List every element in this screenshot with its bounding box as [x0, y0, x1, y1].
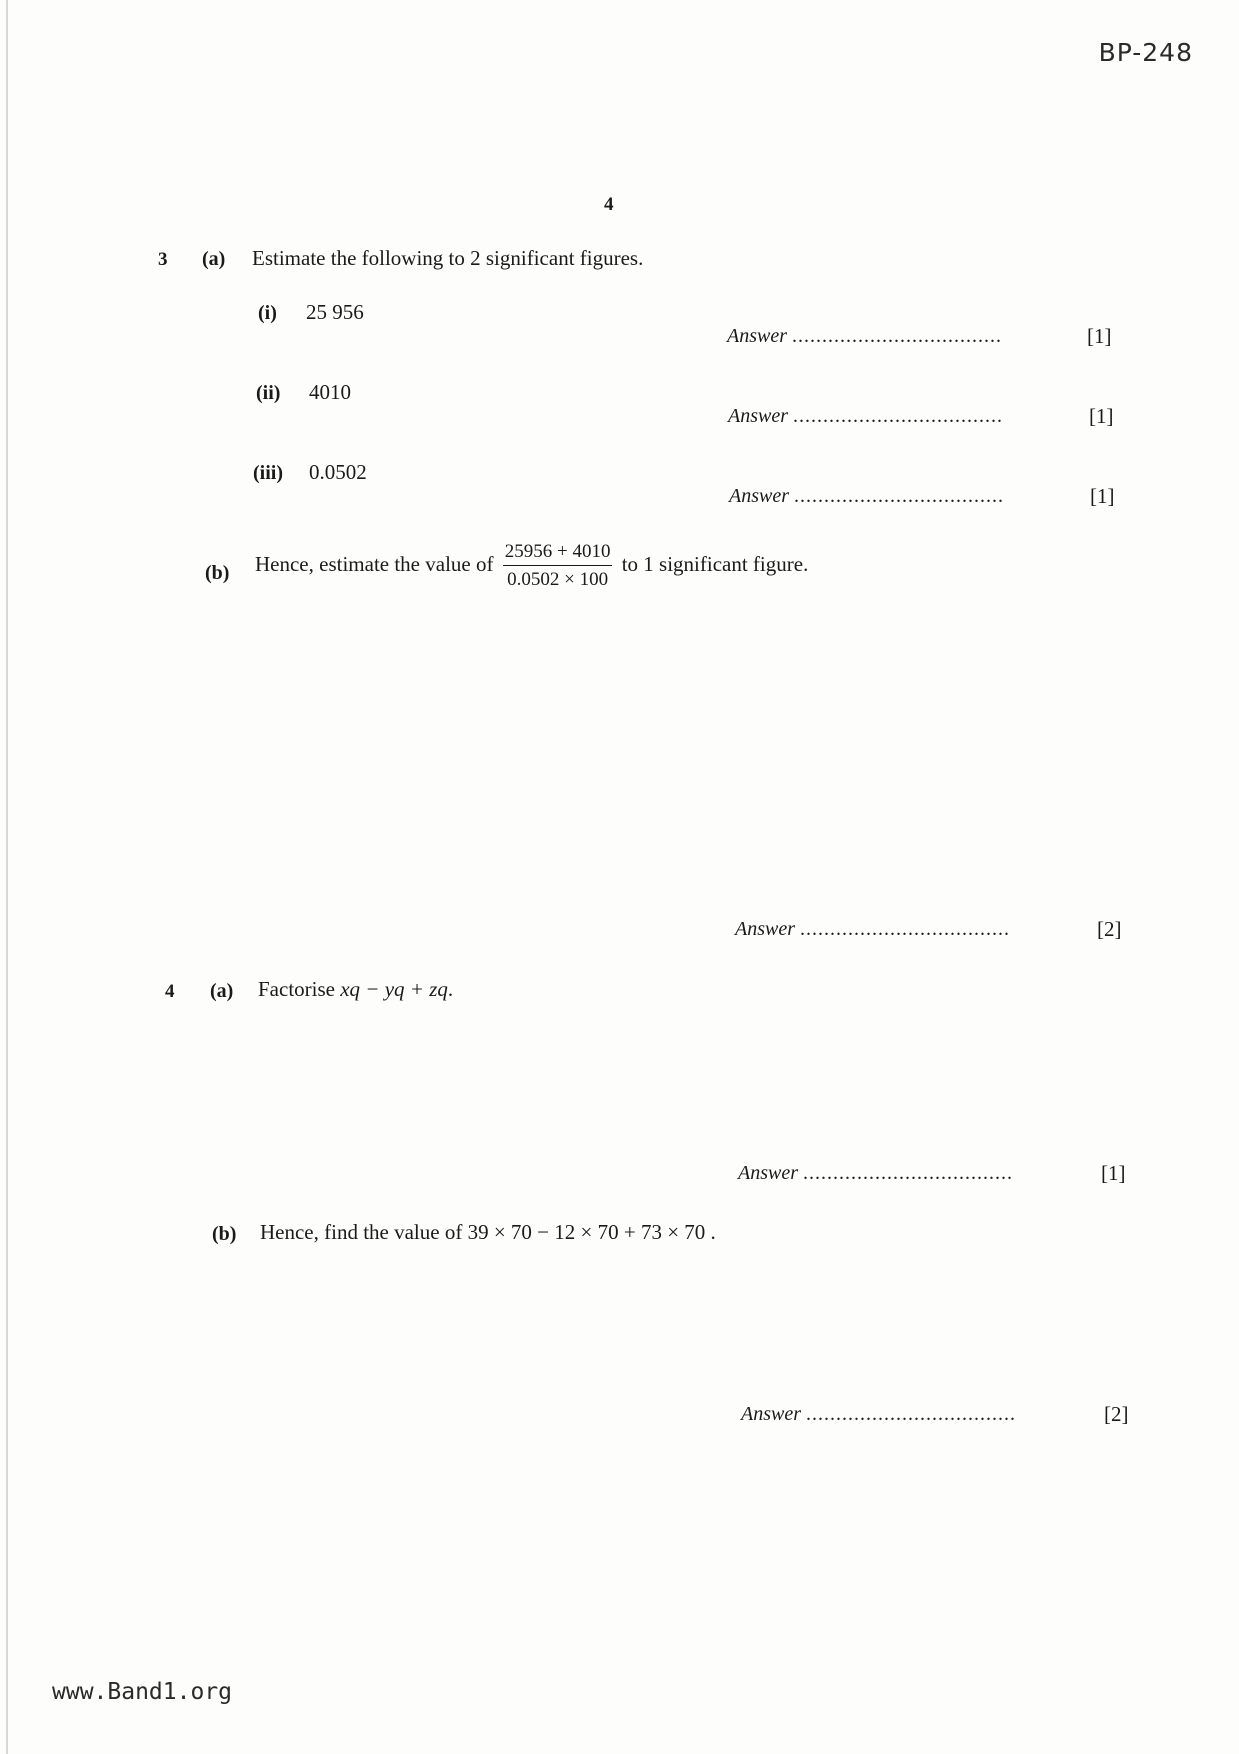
question-3aiii-value: 0.0502	[309, 460, 367, 484]
question-4b-label: (b)	[212, 1223, 237, 1245]
question-4a-expression: xq − yq + zq	[340, 977, 448, 1001]
fraction-numerator: 25956 + 4010	[503, 541, 613, 566]
paper-code: BP-248	[1098, 38, 1193, 67]
question-3b-text	[255, 541, 808, 591]
marks-4a: [1]	[1101, 1161, 1126, 1185]
marks-4b: [2]	[1104, 1402, 1129, 1426]
question-3aii-label: (ii)	[256, 382, 281, 404]
question-4b-text: Hence, find the value of 39 × 70 − 12 × 70 + 73 × 70 .	[260, 1220, 716, 1244]
question-3a-label: (a)	[202, 248, 226, 270]
question-3aii-value: 4010	[309, 380, 351, 404]
fraction	[503, 541, 613, 591]
marks-3ai: [1]	[1087, 324, 1112, 348]
footer-url: www.Band1.org	[52, 1679, 233, 1705]
answer-line-4b[interactable]	[741, 1403, 1016, 1426]
answer-dots: ...................................	[792, 325, 1002, 347]
question-3b-label: (b)	[205, 562, 230, 584]
marks-3aii: [1]	[1089, 404, 1114, 428]
question-4a-instruction: Factorise	[258, 977, 335, 1001]
answer-dots: ...................................	[800, 918, 1010, 940]
question-3-number: 3	[158, 249, 168, 270]
answer-label: Answer	[735, 918, 795, 940]
fraction-denominator: 0.0502 × 100	[507, 569, 609, 590]
question-3b-text-before: Hence, estimate the value of	[255, 551, 494, 576]
scan-edge-line	[6, 0, 8, 1754]
answer-dots: ...................................	[793, 405, 1003, 427]
question-3ai-label: (i)	[258, 302, 277, 324]
answer-line-3ai[interactable]	[727, 325, 1002, 348]
question-4-number: 4	[165, 981, 175, 1002]
answer-label: Answer	[738, 1162, 798, 1184]
answer-line-3b[interactable]	[735, 918, 1010, 941]
marks-3aiii: [1]	[1090, 484, 1115, 508]
marks-3b: [2]	[1097, 917, 1122, 941]
answer-dots: ...................................	[794, 485, 1004, 507]
answer-label: Answer	[741, 1403, 801, 1425]
answer-label: Answer	[727, 325, 787, 347]
question-4a-text	[258, 977, 453, 1002]
question-3a-text: Estimate the following to 2 significant figures.	[252, 246, 644, 270]
answer-dots: ...................................	[806, 1403, 1016, 1425]
answer-label: Answer	[729, 485, 789, 507]
question-3ai-value: 25 956	[306, 300, 364, 324]
answer-label: Answer	[728, 405, 788, 427]
question-3b-text-after: to 1 significant figure.	[621, 551, 809, 576]
question-4a-period: .	[447, 977, 454, 1001]
answer-line-3aiii[interactable]	[729, 485, 1004, 508]
answer-line-3aii[interactable]	[728, 405, 1003, 428]
question-4a-label: (a)	[210, 980, 234, 1002]
answer-line-4a[interactable]	[738, 1162, 1013, 1185]
page-number: 4	[604, 194, 614, 215]
answer-dots: ...................................	[803, 1162, 1013, 1184]
question-3aiii-label: (iii)	[253, 462, 283, 484]
